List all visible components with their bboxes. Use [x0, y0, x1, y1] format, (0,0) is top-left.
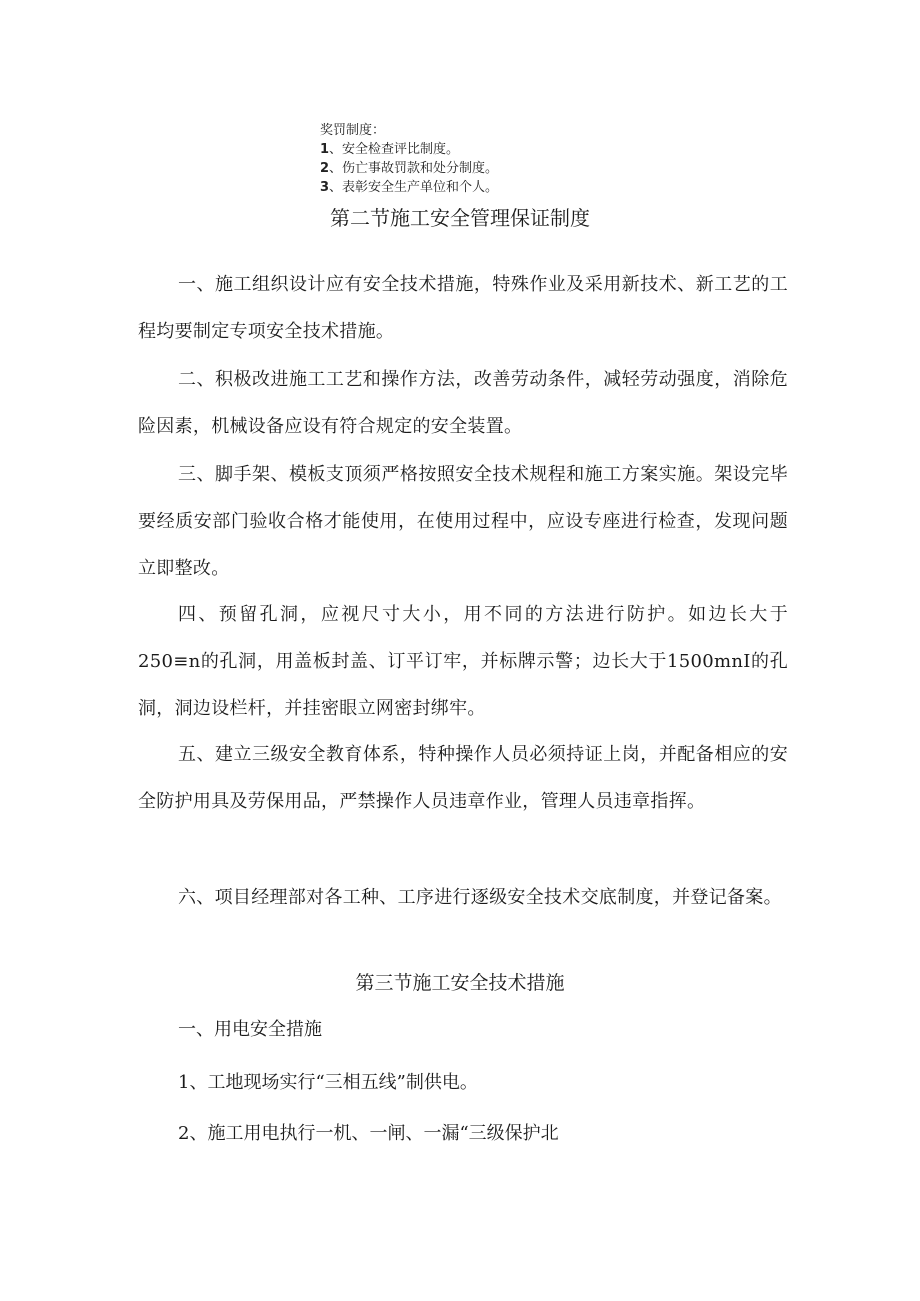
item-number: 3: [320, 180, 330, 195]
paragraph: 四、预留孔洞，应视尺寸大小，用不同的方法进行防护。如边长大于250≡n的孔洞，用盖板封盖、订平订牢，并标牌示警；边长大于1500mnI的孔洞，洞边设栏杆，并挂密眼立网密封绑牢。: [138, 604, 788, 719]
subheading: 一、用电安全措施: [178, 1019, 322, 1040]
list-item: 2、施工用电执行一机、一闸、一漏“三级保护北: [178, 1123, 559, 1144]
reward-heading: 奖罚制度：: [320, 123, 386, 138]
reward-penalty-list: [320, 121, 498, 197]
paragraph: 六、项目经理部对各工种、工序进行逐级安全技术交底制度，并登记备案。: [178, 887, 782, 908]
item-text: 、表彰安全生产单位和个人。: [329, 180, 499, 195]
item-text: 、伤亡事故罚款和处分制度。: [329, 161, 499, 176]
section-title: 第二节施工安全管理保证制度: [330, 206, 590, 230]
section-title: 第三节施工安全技术措施: [355, 972, 565, 994]
paragraph: 五、建立三级安全教育体系，特种操作人员必须持证上岗，并配备相应的安全防护用具及劳保用品，严禁操作人员违章作业，管理人员违章指挥。: [138, 744, 788, 812]
item-number: 2: [320, 161, 330, 176]
item-number: 1: [320, 142, 330, 157]
list-item: [320, 159, 498, 178]
paragraph: 三、脚手架、模板支顶须严格按照安全技术规程和施工方案实施。架设完毕要经质安部门验收合格才能使用，在使用过程中，应设专座进行检查，发现问题立即整改。: [138, 464, 788, 579]
item-text: 、安全检查评比制度。: [329, 142, 460, 157]
paragraph: 一、施工组织设计应有安全技术措施，特殊作业及采用新技术、新工艺的工程均要制定专项安全技术措施。: [138, 274, 788, 342]
list-item: [320, 140, 498, 159]
list-item: [320, 178, 498, 197]
paragraph: 二、积极改进施工工艺和操作方法，改善劳动条件，减轻劳动强度，消除危险因素，机械设备应设有符合规定的安全装置。: [138, 369, 788, 437]
list-item: 1、工地现场实行“三相五线”制供电。: [178, 1072, 478, 1093]
